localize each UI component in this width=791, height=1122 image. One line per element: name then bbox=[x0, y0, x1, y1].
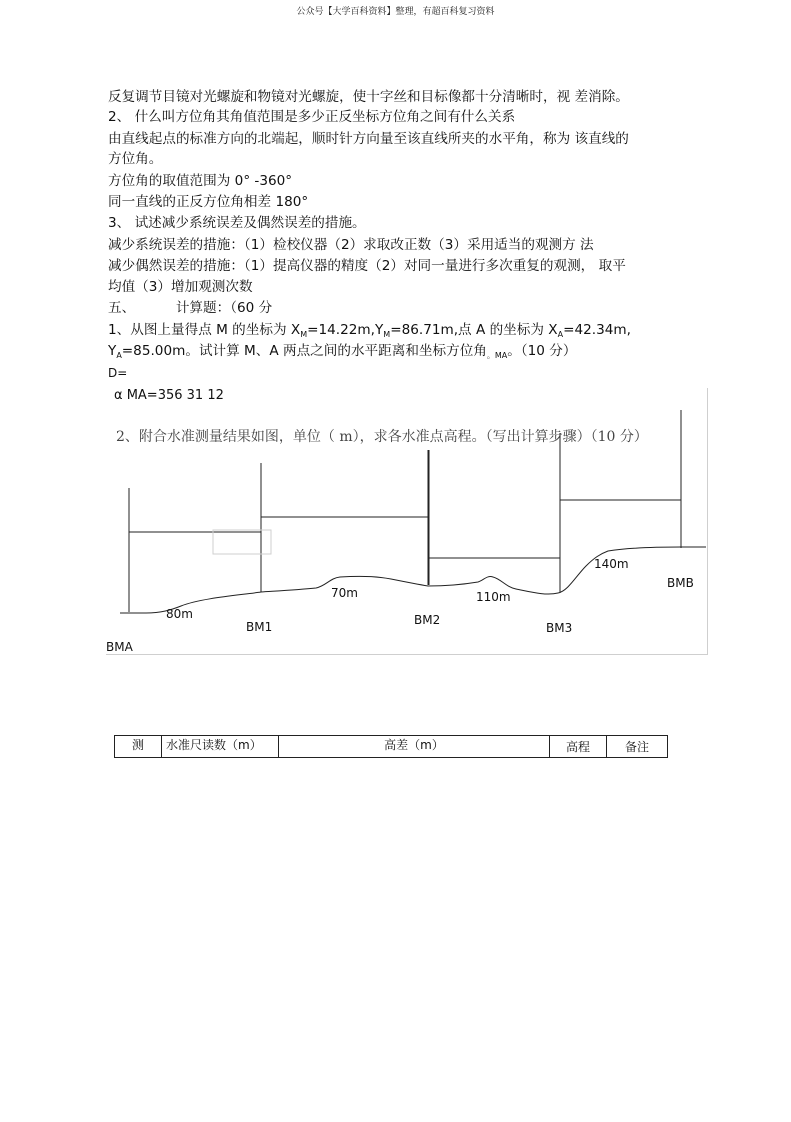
benchmark-bm2: BM2 bbox=[414, 613, 441, 627]
distance-label-140: 140m bbox=[594, 557, 629, 571]
benchmark-bm1: BM1 bbox=[246, 620, 273, 634]
answer-3-random-1: 减少偶然误差的措施：（1）提高仪器的精度（2）对同一量进行多次重复的观测， 取平 bbox=[108, 258, 626, 274]
answer-parallax: 反复调节目镜对光螺旋和物镜对光螺旋，使十字丝和目标像都十分清晰时，视 差消除。 bbox=[108, 89, 629, 105]
section-5-title bbox=[108, 298, 272, 318]
question-3: 3、 试述减少系统误差及偶然误差的措施。 bbox=[108, 215, 366, 231]
answer-2-line-2: 方位角。 bbox=[108, 151, 163, 167]
distance-label-80: 80m bbox=[166, 607, 193, 621]
col-staff-reading: 水准尺读数（m） bbox=[162, 736, 279, 758]
azimuth-answer: α MA=356 31 12 bbox=[114, 388, 224, 403]
section-5-label: 计算题：（60 分 bbox=[175, 300, 273, 316]
col-station: 测 bbox=[115, 736, 162, 758]
faint-box bbox=[213, 530, 271, 554]
leveling-table bbox=[114, 735, 668, 758]
answer-3-systematic: 减少系统误差的措施：（1）检校仪器（2）求取改正数（3）采用适当的观测方 法 bbox=[108, 237, 594, 253]
benchmark-bma: BMA bbox=[106, 640, 133, 654]
table-header-row bbox=[115, 736, 668, 758]
col-elevation: 高程 bbox=[550, 736, 607, 758]
leveling-figure bbox=[106, 388, 708, 655]
benchmark-bmb: BMB bbox=[667, 576, 694, 590]
distance-label-110: 110m bbox=[476, 590, 511, 604]
distance-label: D= bbox=[108, 366, 128, 380]
col-remarks: 备注 bbox=[607, 736, 668, 758]
section-5-number: 五、 bbox=[108, 300, 136, 316]
answer-3-random-2: 均值（3）增加观测次数 bbox=[108, 279, 253, 295]
distance-label-70: 70m bbox=[331, 586, 358, 600]
question-2: 2、 什么叫方位角其角值范围是多少正反坐标方位角之间有什么关系 bbox=[108, 109, 516, 125]
answer-2-range: 方位角的取值范围为 0° -360° bbox=[108, 173, 293, 189]
benchmark-bm3: BM3 bbox=[546, 621, 573, 635]
col-height-diff: 高差（m） bbox=[279, 736, 550, 758]
question-1-line-2: $Y_A=85.00m$。试计算 M、A 两点之间的水平距离和坐标方位角$_{。MA}$。（10 分） bbox=[108, 343, 577, 360]
page-header: 公众号【大学百科资料】整理，有超百科复习资料 bbox=[296, 7, 495, 17]
answer-2-reverse: 同一直线的正反方位角相差 180° bbox=[108, 194, 309, 210]
question-1-line-1: 1、从图上量得点 M 的坐标为 $X_M=14.22m,Y_M=86.71m$,点 A 的坐标为 $X_A=42.34m$, bbox=[108, 322, 631, 339]
question-2-leveling: 2、附合水准测量结果如图，单位（ m），求各水准点高程。（写出计算步骤）（10 分） bbox=[116, 429, 648, 445]
answer-2-line-1: 由直线起点的标准方向的北端起，顺时针方向量至该直线所夹的水平角，称为 该直线的 bbox=[108, 131, 629, 147]
